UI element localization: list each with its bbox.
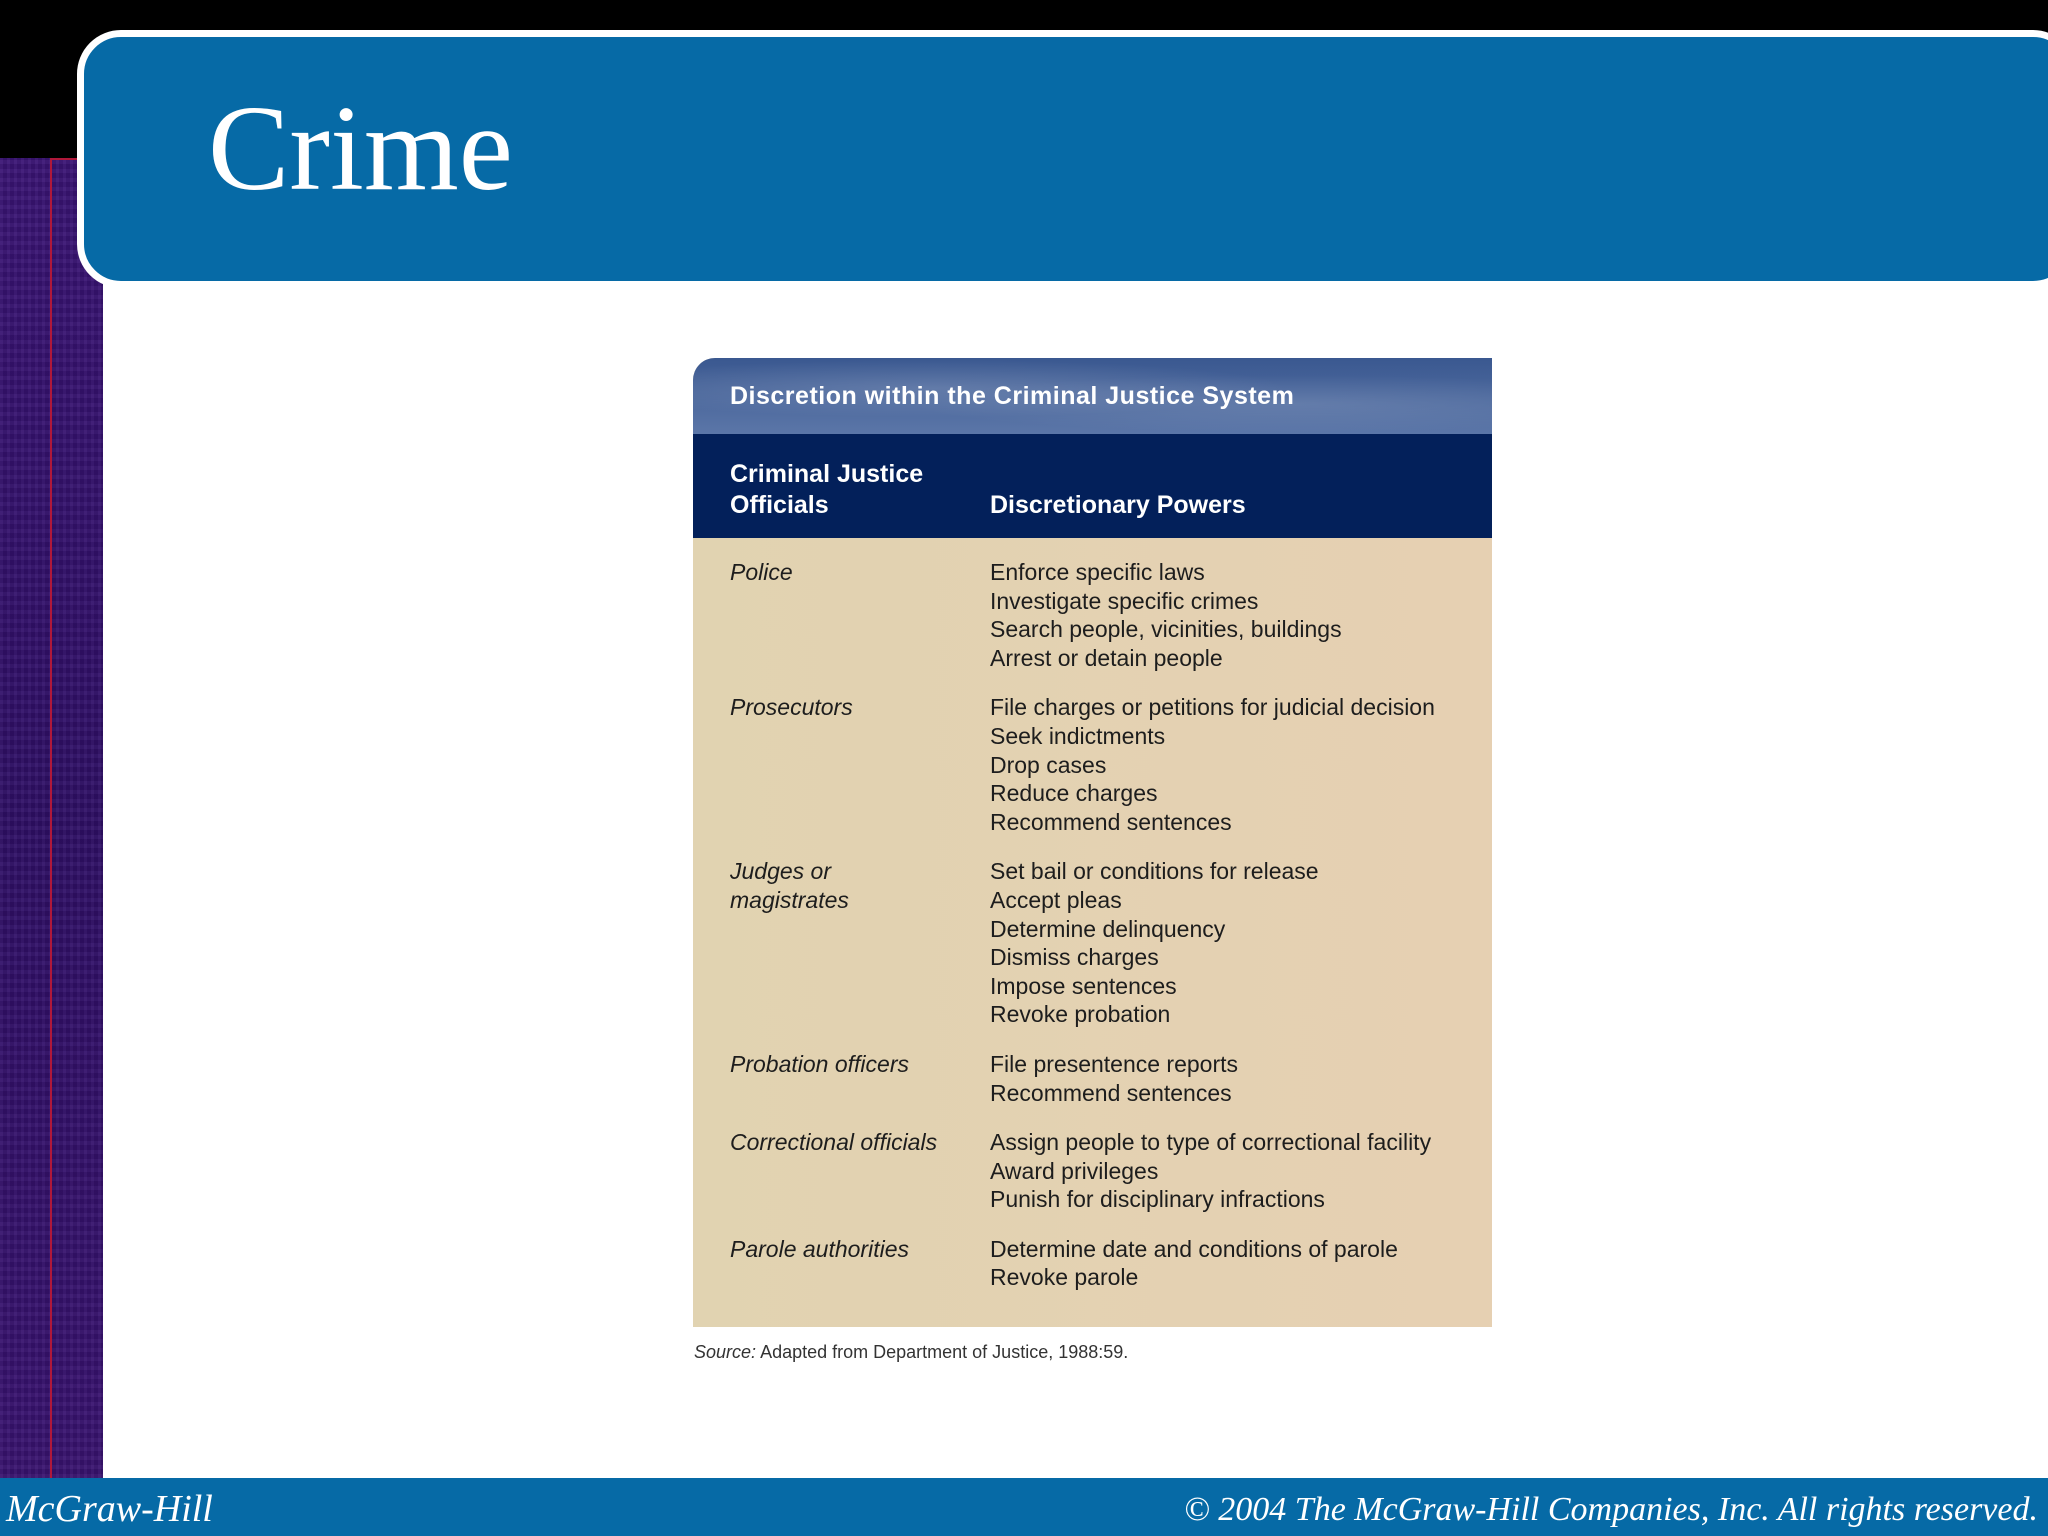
power-item: File charges or petitions for judicial decision (990, 694, 1435, 721)
power-item: Search people, vicinities, buildings (990, 616, 1342, 643)
power-item: Impose sentences (990, 972, 1177, 999)
powers-list (990, 558, 1342, 672)
powers-list (990, 1050, 1238, 1107)
table-row (693, 857, 1492, 1029)
power-item: Recommend sentences (990, 808, 1232, 835)
power-item: Award privileges (990, 1157, 1159, 1184)
power-item: Dismiss charges (990, 944, 1159, 971)
table-row (693, 1235, 1492, 1292)
power-item: Arrest or detain people (990, 644, 1223, 671)
table-title: Discretion within the Criminal Justice System (693, 358, 1492, 434)
powers-list (990, 857, 1319, 1029)
header-officials: Criminal Justice Officials (730, 460, 924, 519)
official-name: Prosecutors (730, 694, 853, 721)
power-item: Punish for disciplinary infractions (990, 1186, 1325, 1213)
source-label: Source: (694, 1342, 757, 1362)
powers-list (990, 693, 1435, 836)
power-item: Revoke probation (990, 1001, 1171, 1028)
power-item: Determine delinquency (990, 915, 1226, 942)
table-body (693, 538, 1492, 1292)
source-text: Adapted from Department of Justice, 1988:59. (760, 1342, 1129, 1362)
header-powers: Discretionary Powers (990, 491, 1246, 519)
power-item: Investigate specific crimes (990, 587, 1259, 614)
footer-publisher: McGraw-Hill (6, 1488, 213, 1530)
official-name: Probation officers (730, 1050, 909, 1077)
table-header-row (693, 434, 1492, 538)
official-name: Correctional officials (730, 1129, 938, 1156)
power-item: Determine date and conditions of parole (990, 1235, 1398, 1262)
powers-list (990, 1235, 1398, 1292)
accent-line-vertical (50, 158, 52, 1488)
table-row (693, 693, 1492, 836)
power-item: Revoke parole (990, 1264, 1139, 1291)
discretion-table (693, 358, 1492, 1327)
official-name: Police (730, 559, 793, 585)
power-item: Assign people to type of correctional facility (990, 1129, 1432, 1156)
power-item: Seek indictments (990, 722, 1166, 749)
slide-title: Crime (208, 81, 513, 216)
powers-list (990, 1128, 1431, 1214)
power-item: Drop cases (990, 751, 1107, 778)
table-row (693, 558, 1492, 672)
official-name: Parole authorities (730, 1235, 909, 1262)
power-item: Reduce charges (990, 780, 1158, 807)
footer-copyright: © 2004 The McGraw-Hill Companies, Inc. All rights reserved. (1183, 1491, 2038, 1528)
power-item: Accept pleas (990, 886, 1122, 913)
power-item: Enforce specific laws (990, 559, 1205, 585)
power-item: File presentence reports (990, 1050, 1239, 1077)
table-row (693, 1128, 1492, 1214)
power-item: Set bail or conditions for release (990, 858, 1319, 885)
power-item: Recommend sentences (990, 1079, 1232, 1106)
official-name: Judges or magistrates (730, 858, 849, 913)
table-row (693, 1050, 1492, 1107)
table-source-note (694, 1342, 1128, 1363)
